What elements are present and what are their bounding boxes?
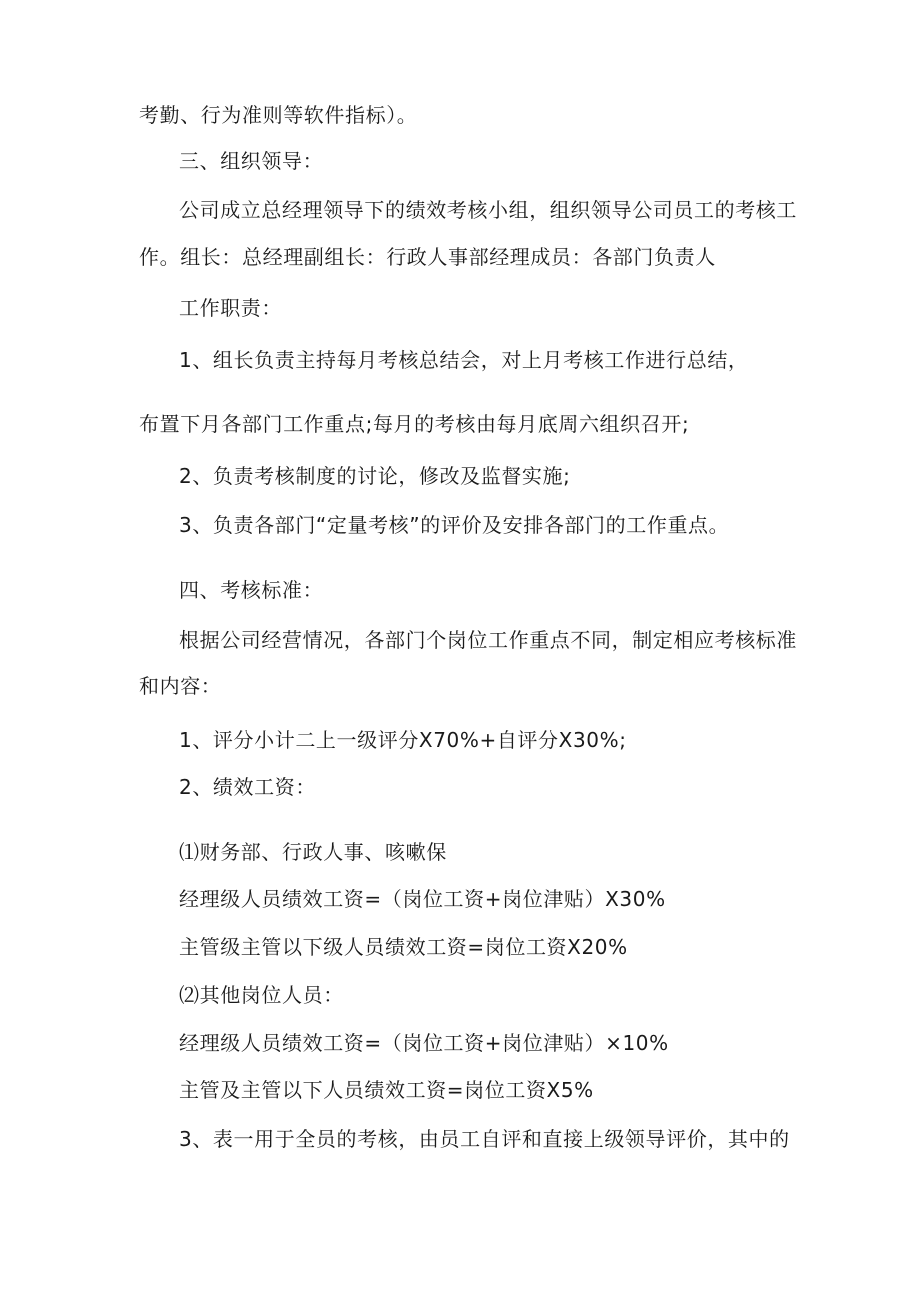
- paragraph-line: 公司成立总经理领导下的绩效考核小组，组织领导公司员工的考核工: [179, 198, 797, 222]
- list-item: ⑵其他岗位人员：: [179, 983, 344, 1007]
- section-heading: 四、考核标准：: [179, 578, 324, 602]
- paragraph-line: 根据公司经营情况，各部门个岗位工作重点不同，制定相应考核标准: [179, 628, 797, 652]
- paragraph-line: 考勤、行为准则等软件指标）。: [139, 103, 418, 127]
- formula-line: 经理级人员绩效工资=（岗位工资+岗位津贴）×10%: [179, 1031, 669, 1055]
- subheading: 工作职责：: [179, 296, 282, 320]
- formula-line: 主管级主管以下级人员绩效工资=岗位工资X20%: [179, 935, 628, 959]
- paragraph-line: 作。组长：总经理副组长：行政人事部经理成员：各部门负责人: [139, 245, 716, 269]
- list-item: 2、负责考核制度的讨论，修改及监督实施;: [179, 464, 571, 488]
- formula-line: 经理级人员绩效工资=（岗位工资+岗位津贴）X30%: [179, 887, 666, 911]
- list-item: 3、表一用于全员的考核，由员工自评和直接上级领导评价，其中的: [179, 1127, 790, 1151]
- formula-line: 主管及主管以下人员绩效工资=岗位工资X5%: [179, 1078, 594, 1102]
- list-item: 1、评分小计二上一级评分X70%+自评分X30%;: [179, 728, 627, 752]
- paragraph-line: 布置下月各部门工作重点;每月的考核由每月底周六组织召开;: [139, 412, 690, 436]
- section-heading: 三、组织领导：: [179, 149, 324, 173]
- list-item: 2、绩效工资：: [179, 775, 316, 799]
- paragraph-line: 和内容：: [139, 674, 222, 698]
- list-item: 1、组长负责主持每月考核总结会，对上月考核工作进行总结，: [179, 348, 749, 372]
- list-item: 3、负责各部门“定量考核”的评价及安排各部门的工作重点。: [179, 513, 730, 537]
- list-item: ⑴财务部、行政人事、咳嗽保: [179, 840, 447, 864]
